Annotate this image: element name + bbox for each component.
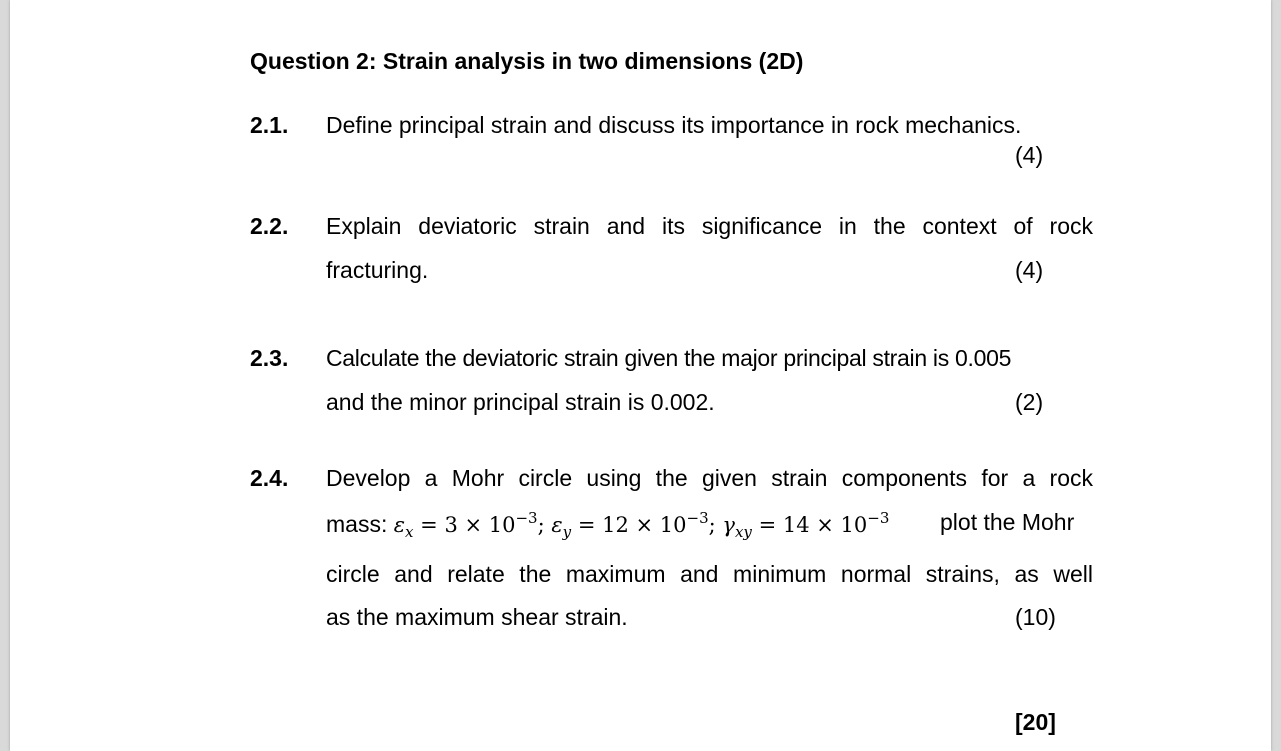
question-2-4-line-1: Develop a Mohr circle using the given strain components for a rock [326, 465, 1093, 491]
total-marks: [20] [1015, 709, 1056, 735]
question-2-3-line-2: and the minor principal strain is 0.002. [326, 389, 715, 415]
strain-equation: $\varepsilon_x = 3 \times 10^{-3}$; $\varepsilon_y = 12 \times 10^{-3}$; $\gamma_{xy} = 14 \times 10^{-3}$ [393, 509, 890, 541]
plot-the-mohr-text: plot the Mohr [940, 509, 1075, 535]
question-number-2-3: 2.3. [250, 345, 289, 371]
question-2-4-line-4: as the maximum shear strain. [326, 604, 628, 630]
question-2-2-line-2: fracturing. [326, 257, 429, 283]
document-page [10, 0, 1271, 751]
exp-1: −3 [515, 509, 538, 527]
question-2-1-line-1: Define principal strain and discuss its importance in rock mechanics. [326, 112, 1022, 138]
question-number-2-1: 2.1. [250, 112, 289, 138]
question-2-4-equation-line [326, 509, 889, 541]
eq-gamma-xy: = 14 × 10 [758, 513, 868, 537]
question-2-4-line-3: circle and relate the maximum and minimum normal strains, as well [326, 561, 1093, 587]
question-2-2-line-1: Explain deviatoric strain and its significance in the context of rock [326, 213, 1093, 239]
question-2-4-marks: (10) [1015, 604, 1056, 630]
eq-epsilon-y: = 12 × 10 [577, 513, 687, 537]
question-2-3-line-1: Calculate the deviatoric strain given the major principal strain is 0.005 [326, 345, 1012, 371]
question-number-2-4: 2.4. [250, 465, 289, 491]
exp-2: −3 [686, 509, 709, 527]
question-2-1-marks: (4) [1015, 142, 1044, 168]
question-number-2-2: 2.2. [250, 213, 289, 239]
question-2-2-marks: (4) [1015, 257, 1044, 283]
question-title: Question 2: Strain analysis in two dimensions (2D) [250, 48, 804, 74]
mass-label: mass: [326, 511, 388, 537]
exp-3: −3 [867, 509, 890, 527]
question-2-3-marks: (2) [1015, 389, 1044, 415]
eq-epsilon-x: = 3 × 10 [420, 513, 516, 537]
